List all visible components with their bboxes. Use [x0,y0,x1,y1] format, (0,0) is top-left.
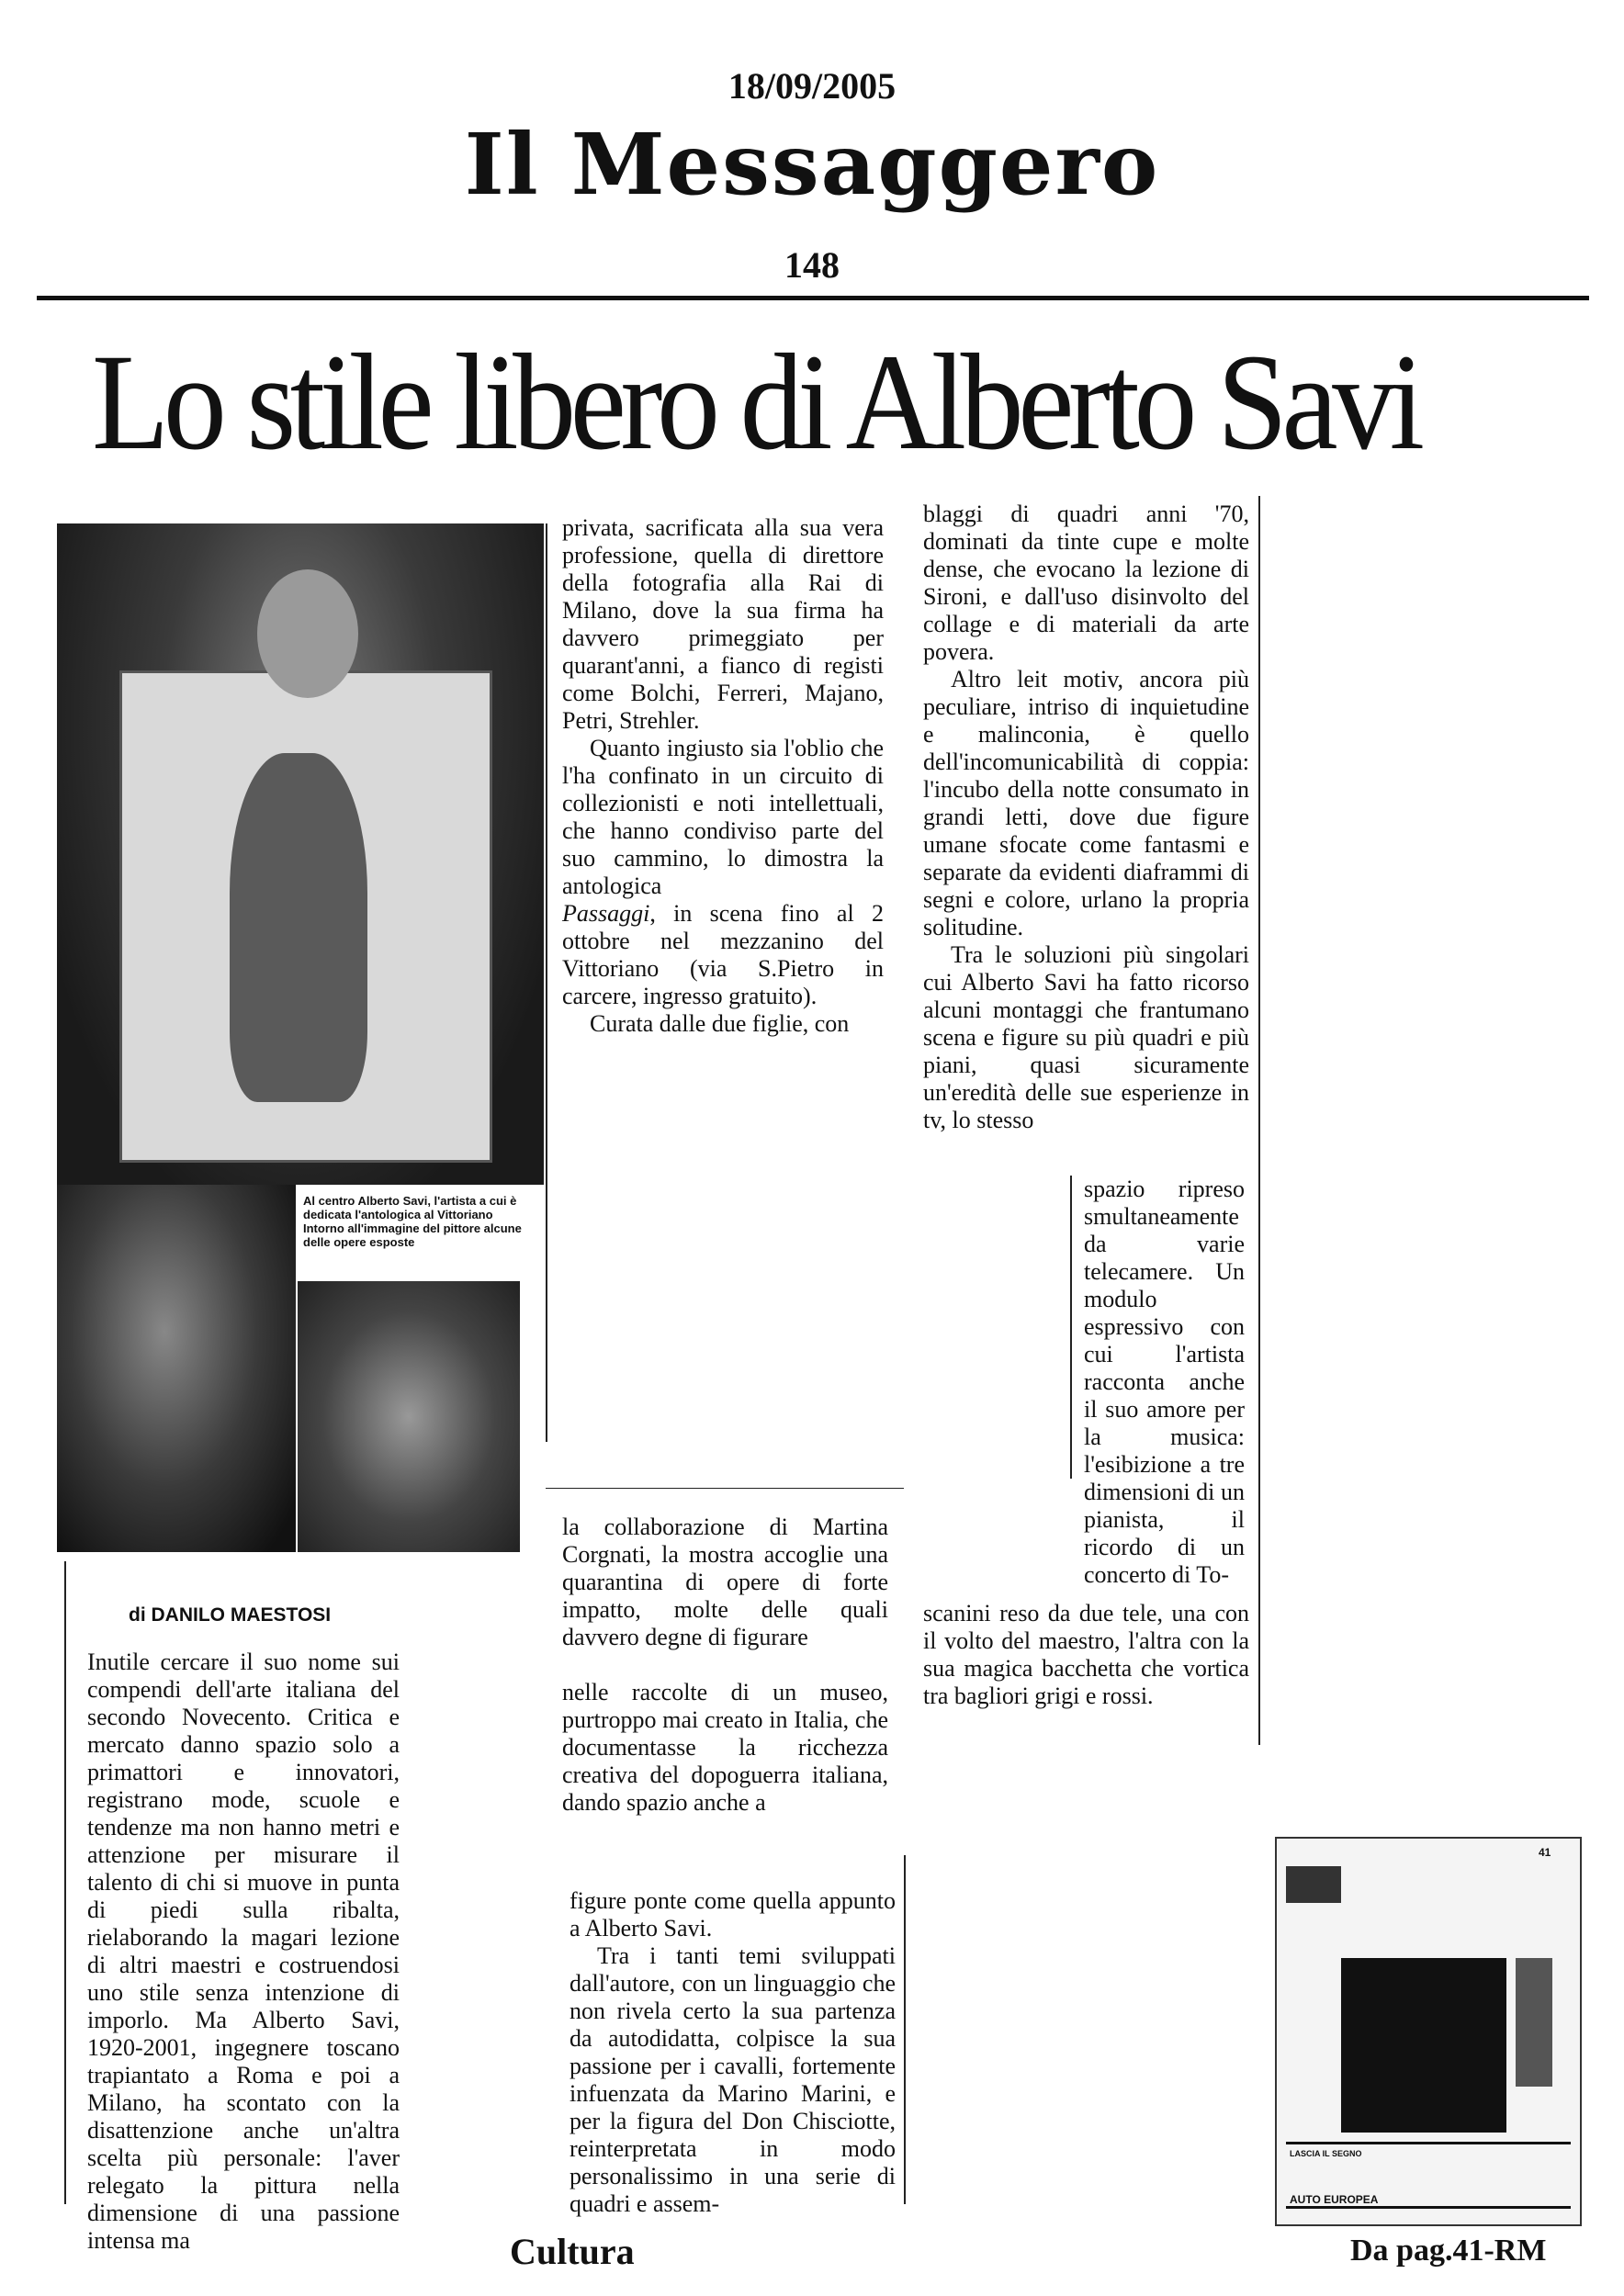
column-2-top [562,514,884,1038]
article-headline: Lo stile libero di Alberto Savi [92,326,1419,478]
paragraph: Tra i tanti temi sviluppati dall'autore, con un linguaggio che non rivela certo la sua partenza da autodidatta, colpisce la sua passione per i cavalli, fortemente infuenzata da Marino Marini, e per la figura del Don Chisciotte, reinterpretata in modo personalissimo in una serie di quadri e assem- [570,1942,896,2217]
paragraph: Curata dalle due figlie, con [590,1010,850,1037]
paragraph: spazio ripreso smultaneamente da varie telecamere. Un modulo espressivo con cui l'artista racconta anche il suo amore per la musica: l'esibizione a tre dimensioni di un pianista, il ricordo di un concerto di To- [1084,1176,1245,1588]
artist-head [257,569,358,698]
artwork-photo-right [298,1281,520,1552]
paragraph: Tra le soluzioni più singolari cui Alberto Savi ha fatto ricorso alcuni montaggi che frantumano scena e figure su più quadri e più piani, quasi sicuramente un'eredità delle sue esperienze in tv, lo stesso [923,941,1249,1133]
thumbnail-ad-label: LASCIA IL SEGNO [1290,2149,1362,2158]
column-divider [1258,496,1260,1745]
photo-caption: Al centro Alberto Savi, l'artista a cui è dedicata l'antologica al Vittoriano Intorno all'immagine del pittore alcune delle opere esposte [303,1194,522,1249]
painted-figure [230,753,367,1102]
paragraph: blaggi di quadri anni '70, dominati da tinte cupe e molte dense, che evocano la lezione di Sironi, e dall'uso disinvolto del collage e di materiali da arte povera. [923,501,1249,665]
header-rule [37,296,1589,300]
paragraph: figure ponte come quella appunto a Alberto Savi. [570,1887,896,1941]
thumbnail-page-number: 41 [1539,1846,1551,1859]
column-divider [546,1488,904,1489]
column-divider [64,1561,66,2204]
column-3-end [923,1600,1249,1710]
paragraph: Altro leit motiv, ancora più peculiare, intriso di inquietudine e malinconia, è quello dell'incomunicabilità di coppia: l'incubo della notte consumato in grandi letti, dove due figure umane sfocate come fantasmi e separate da evidenti diaframmi di segni e colore, urlano la propria solitudine. [923,666,1249,940]
byline: di DANILO MAESTOSI [129,1604,332,1626]
artwork-photo-left [57,1185,296,1552]
issue-date: 18/09/2005 [727,65,897,107]
column-3 [923,501,1249,1134]
column-3-narrow [1084,1176,1245,1589]
paragraph: Quanto ingiusto sia l'oblio che l'ha confinato in un circuito di collezionisti e noti intellettuali, che hanno condiviso parte del suo cammino, lo dimostra la antologica [562,735,884,899]
paragraph: Passaggi, in scena fino al 2 ottobre nel mezzanino del Vittoriano (via S.Pietro in carcere, ingresso gratuito). [562,900,884,1009]
paragraph: scanini reso da due tele, una con il volto del maestro, l'altra con la sua magica bacchetta che vortica tra bagliori grigi e rossi. [923,1600,1249,1709]
thumbnail-brand: AUTO EUROPEA [1290,2193,1379,2206]
column-divider [1070,1176,1072,1479]
source-page-thumbnail [1275,1837,1582,2226]
paragraph: privata, sacrificata alla sua vera professione, quella di direttore della fotografia alla Rai di Milano, dove la sua firma ha davvero primeggiato per quarant'anni, a fianco di registi come Bolchi, Ferreri, Majano, Petri, Strehler. [562,514,884,734]
paragraph: nelle raccolte di un museo, purtroppo mai creato in Italia, che documentasse la ricchezza creativa del dopoguerra italiana, dando spazio anche a [562,1679,888,1816]
column-divider [546,523,547,1442]
page-reference: Da pag.41-RM [1350,2234,1547,2268]
exhibition-title: Passaggi [562,900,650,927]
section-name: Cultura [510,2231,635,2272]
column-1 [87,1649,400,2255]
column-divider [904,1855,906,2204]
paragraph: la collaborazione di Martina Corgnati, la mostra accoglie una quarantina di opere di forte impatto, molte delle quali davvero degne di figurare [562,1514,888,1650]
page-number: 148 [784,244,840,286]
paragraph: Inutile cercare il suo nome sui compendi dell'arte italiana del secondo Novecento. Critica e mercato danno spazio solo a primattori e innovatori, registrano mode, scuole e tendenze ma non hanno metri e attenzione per misurare il talento di chi si muove in punta di piedi sulla ribalta, rielaborando la magari lezione di altri maestri e costruendosi uno stile senza intenzione di imporlo. Ma Alberto Savi, 1920-2001, ingegnere toscano trapiantato a Roma e poi a Milano, ha scontato con la disattenzione anche un'altra scelta più personale: l'aver relegato la pittura nella dimensione di una passione intensa ma [87,1649,400,2254]
column-2-bottom [562,1514,888,1817]
masthead-logo: Il Messaggero [464,115,1160,214]
column-2-continued [570,1887,896,2218]
